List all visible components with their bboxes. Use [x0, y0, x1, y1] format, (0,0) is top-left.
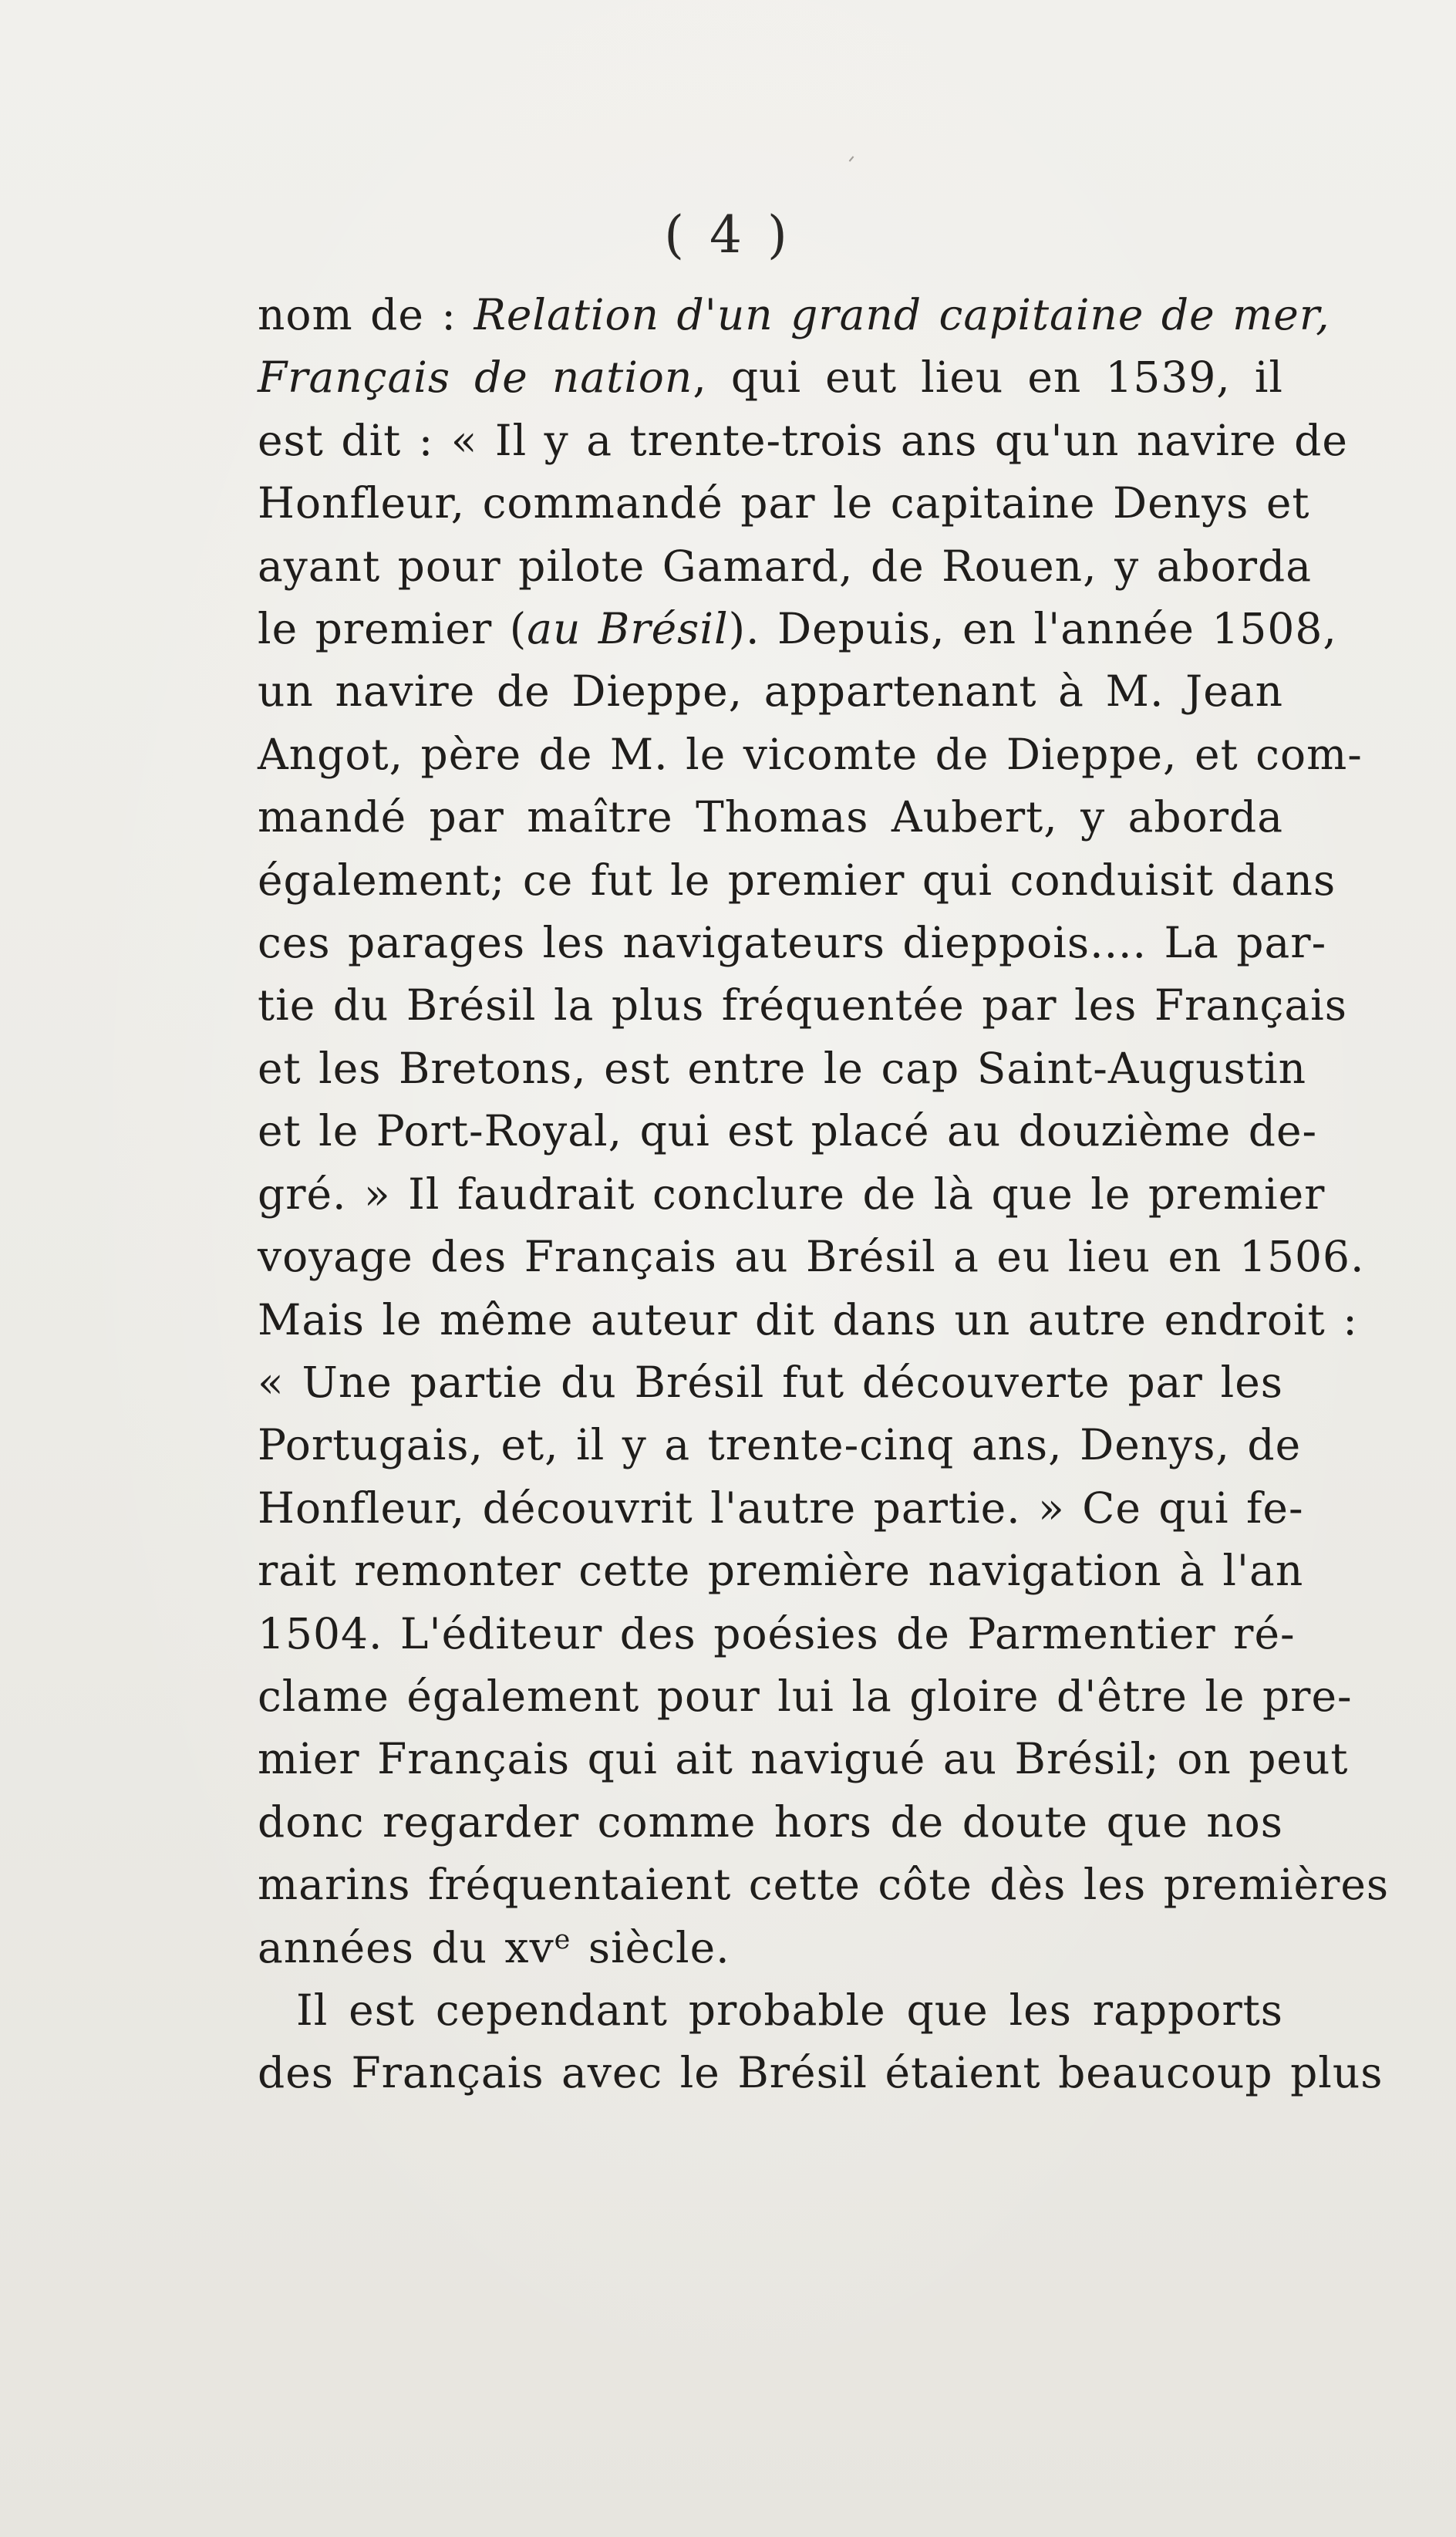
- text-line: gré. » Il faudrait conclure de là que le premier: [258, 1169, 1326, 1219]
- text-line: mandé par maître Thomas Aubert, y aborda: [258, 792, 1283, 842]
- text-line: Honfleur, commandé par le capitaine Denys et: [258, 478, 1310, 528]
- text-line: tie du Brésil la plus fréquentée par les Français: [258, 980, 1347, 1031]
- text-line: marins fréquentaient cette côte dès les premières: [258, 1860, 1390, 1910]
- text-line: ayant pour pilote Gamard, de Rouen, y aborda: [258, 541, 1313, 591]
- paragraph-1: [258, 284, 1390, 1979]
- text-line: le premier (au Brésil). Depuis, en l'année 1508,: [258, 604, 1337, 654]
- ink-speck: [849, 156, 854, 161]
- text-line: des Français avec le Brésil étaient beaucoup plus: [258, 2048, 1384, 2098]
- text-line: voyage des Français au Brésil a eu lieu en 1506.: [258, 1232, 1365, 1282]
- text-line: Mais le même auteur dit dans un autre endroit :: [258, 1294, 1358, 1344]
- text-line: ces parages les navigateurs dieppois.... La par-: [258, 918, 1327, 968]
- superscript: e: [554, 1924, 571, 1955]
- text-line: rait remonter cette première navigation à l'an: [258, 1546, 1304, 1596]
- text-line: est dit : « Il y a trente-trois ans qu'un navire de: [258, 415, 1348, 465]
- text-line: Il est cependant probable que les rapports: [296, 1985, 1283, 2035]
- text-line: un navire de Dieppe, appartenant à M. Jean: [258, 666, 1283, 717]
- text-line: 1504. L'éditeur des poésies de Parmentier ré-: [258, 1608, 1296, 1658]
- text-line: et les Bretons, est entre le cap Saint-Augustin: [258, 1043, 1307, 1093]
- text-line: Honfleur, découvrit l'autre partie. » Ce qui fe-: [258, 1483, 1304, 1533]
- text-line: Portugais, et, il y a trente-cinq ans, Denys, de: [258, 1420, 1302, 1470]
- text-line: clame également pour lui la gloire d'être le pre-: [258, 1671, 1353, 1721]
- text-line: donc regarder comme hors de doute que nos: [258, 1796, 1283, 1847]
- text-line: également; ce fut le premier qui conduisit dans: [258, 855, 1336, 905]
- page-number: ( 4 ): [664, 205, 792, 265]
- text-line: Français de nation, qui eut lieu en 1539, il: [258, 353, 1283, 403]
- text-line: Angot, père de M. le vicomte de Dieppe, et com-: [258, 729, 1363, 779]
- body-text: [258, 284, 1390, 2105]
- paragraph-2: [258, 1979, 1384, 2105]
- text-line: « Une partie du Brésil fut découverte par les: [258, 1357, 1283, 1407]
- text-line: et le Port-Royal, qui est placé au douzième de-: [258, 1106, 1318, 1156]
- text-line: mier Français qui ait navigué au Brésil; on peut: [258, 1734, 1349, 1784]
- text-line: années du $xv^e$ siècle.: [258, 1922, 730, 1972]
- text-line: nom de : Relation d'un grand capitaine de mer,: [258, 290, 1330, 339]
